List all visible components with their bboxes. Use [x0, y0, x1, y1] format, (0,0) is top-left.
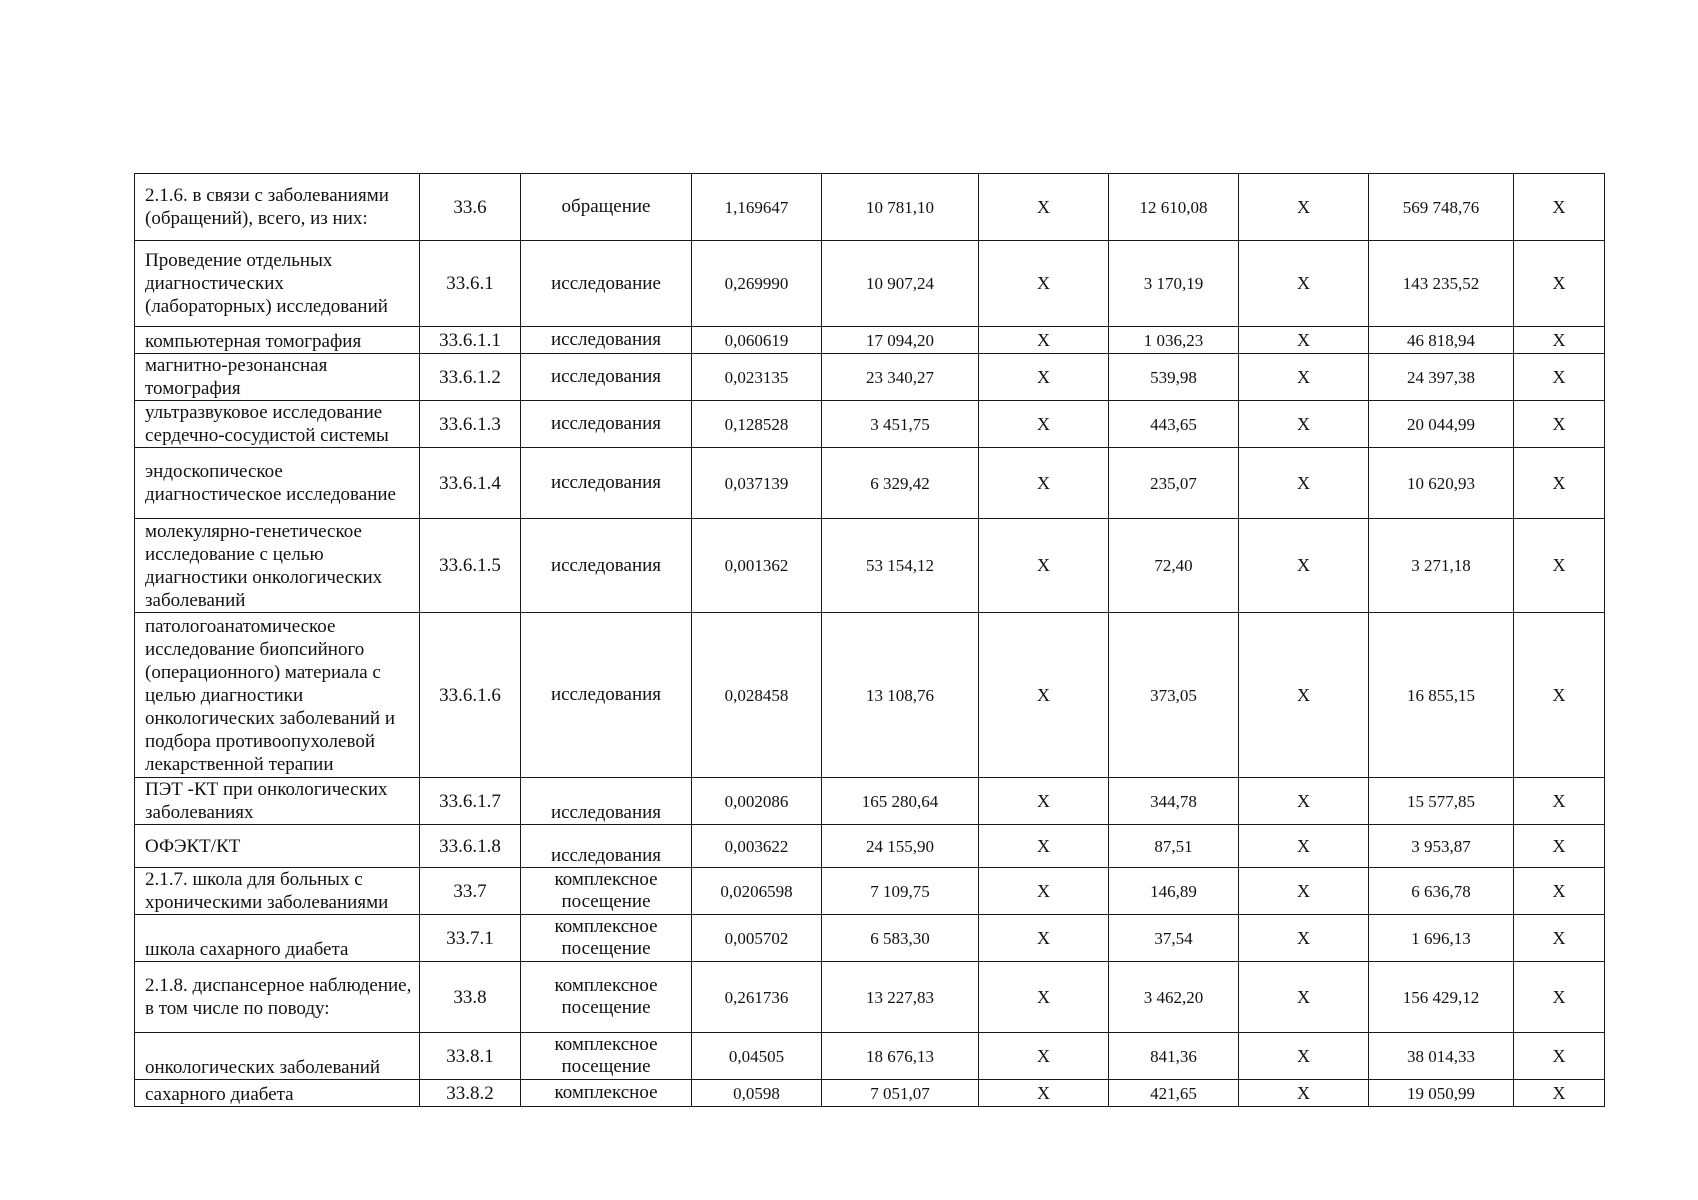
table-row [135, 519, 1605, 613]
row-unit: исследования [521, 354, 692, 401]
row-cost: 7 109,75 [822, 868, 979, 915]
row-unit: исследования [521, 448, 692, 519]
row-x-mark: X [1239, 174, 1369, 241]
row-x-mark: X [979, 448, 1109, 519]
row-norm: 0,005702 [692, 915, 822, 962]
row-name: патологоанатомическое исследование биопсийного (операционного) материала с целью диагностики онкологических заболеваний и подбора противоопухолевой лекарственной терапии [135, 613, 420, 778]
row-per-capita: 72,40 [1109, 519, 1239, 613]
row-x-mark: X [979, 519, 1109, 613]
row-unit: исследования [521, 401, 692, 448]
row-name: 2.1.6. в связи с заболеваниями (обращений), всего, из них: [135, 174, 420, 241]
row-cost: 10 781,10 [822, 174, 979, 241]
row-norm: 0,0598 [692, 1080, 822, 1107]
row-name: ОФЭКТ/КТ [135, 825, 420, 868]
table-row [135, 401, 1605, 448]
row-code: 33.7 [420, 868, 521, 915]
row-per-capita: 3 170,19 [1109, 241, 1239, 327]
table-row [135, 1033, 1605, 1080]
row-name: школа сахарного диабета [135, 915, 420, 962]
row-x-mark: X [1514, 613, 1605, 778]
row-x-mark: X [979, 962, 1109, 1033]
row-cost: 6 329,42 [822, 448, 979, 519]
row-unit: исследования [521, 778, 692, 825]
row-norm: 0,0206598 [692, 868, 822, 915]
row-per-capita: 421,65 [1109, 1080, 1239, 1107]
row-x-mark: X [1239, 778, 1369, 825]
row-per-capita: 146,89 [1109, 868, 1239, 915]
row-per-capita: 3 462,20 [1109, 962, 1239, 1033]
row-x-mark: X [1514, 354, 1605, 401]
row-unit: исследование [521, 241, 692, 327]
row-code: 33.6.1.7 [420, 778, 521, 825]
row-total: 16 855,15 [1369, 613, 1514, 778]
row-code: 33.8.2 [420, 1080, 521, 1107]
row-norm: 1,169647 [692, 174, 822, 241]
row-name: Проведение отдельных диагностических (лабораторных) исследований [135, 241, 420, 327]
row-name: онкологических заболеваний [135, 1033, 420, 1080]
row-x-mark: X [1239, 327, 1369, 354]
row-code: 33.7.1 [420, 915, 521, 962]
row-cost: 10 907,24 [822, 241, 979, 327]
row-code: 33.6.1.5 [420, 519, 521, 613]
row-x-mark: X [1239, 519, 1369, 613]
row-x-mark: X [1514, 174, 1605, 241]
row-name: молекулярно-генетическое исследование с целью диагностики онкологических заболеваний [135, 519, 420, 613]
row-x-mark: X [1514, 241, 1605, 327]
row-total: 24 397,38 [1369, 354, 1514, 401]
row-name: магнитно-резонансная томография [135, 354, 420, 401]
row-x-mark: X [979, 327, 1109, 354]
table-row [135, 1080, 1605, 1107]
row-x-mark: X [979, 778, 1109, 825]
row-norm: 0,037139 [692, 448, 822, 519]
row-cost: 17 094,20 [822, 327, 979, 354]
row-per-capita: 539,98 [1109, 354, 1239, 401]
row-cost: 3 451,75 [822, 401, 979, 448]
row-unit: комплексное [521, 1080, 692, 1107]
row-x-mark: X [1239, 401, 1369, 448]
row-x-mark: X [1514, 825, 1605, 868]
row-unit: исследования [521, 327, 692, 354]
row-cost: 13 227,83 [822, 962, 979, 1033]
row-x-mark: X [1239, 915, 1369, 962]
row-norm: 0,060619 [692, 327, 822, 354]
row-code: 33.8.1 [420, 1033, 521, 1080]
row-x-mark: X [979, 825, 1109, 868]
row-total: 15 577,85 [1369, 778, 1514, 825]
row-unit: комплексное посещение [521, 868, 692, 915]
table-row [135, 354, 1605, 401]
row-x-mark: X [1514, 962, 1605, 1033]
row-norm: 0,001362 [692, 519, 822, 613]
row-cost: 18 676,13 [822, 1033, 979, 1080]
row-unit: комплексное посещение [521, 962, 692, 1033]
row-per-capita: 87,51 [1109, 825, 1239, 868]
row-total: 569 748,76 [1369, 174, 1514, 241]
table-row [135, 327, 1605, 354]
row-code: 33.6.1.1 [420, 327, 521, 354]
row-x-mark: X [1514, 519, 1605, 613]
row-total: 3 953,87 [1369, 825, 1514, 868]
row-code: 33.8 [420, 962, 521, 1033]
row-total: 46 818,94 [1369, 327, 1514, 354]
row-code: 33.6.1.3 [420, 401, 521, 448]
row-code: 33.6.1.2 [420, 354, 521, 401]
row-x-mark: X [979, 1033, 1109, 1080]
row-cost: 24 155,90 [822, 825, 979, 868]
row-total: 143 235,52 [1369, 241, 1514, 327]
row-per-capita: 841,36 [1109, 1033, 1239, 1080]
row-x-mark: X [1239, 1033, 1369, 1080]
row-x-mark: X [979, 915, 1109, 962]
row-x-mark: X [1514, 868, 1605, 915]
table-body [135, 174, 1605, 1107]
row-per-capita: 235,07 [1109, 448, 1239, 519]
table-row [135, 613, 1605, 778]
table-row [135, 868, 1605, 915]
row-per-capita: 37,54 [1109, 915, 1239, 962]
row-x-mark: X [1239, 1080, 1369, 1107]
row-unit: комплексное посещение [521, 1033, 692, 1080]
table-row [135, 962, 1605, 1033]
row-x-mark: X [1514, 1033, 1605, 1080]
row-total: 1 696,13 [1369, 915, 1514, 962]
table-row [135, 778, 1605, 825]
row-norm: 0,04505 [692, 1033, 822, 1080]
row-name: 2.1.7. школа для больных с хроническими заболеваниями [135, 868, 420, 915]
row-per-capita: 1 036,23 [1109, 327, 1239, 354]
row-norm: 0,023135 [692, 354, 822, 401]
row-name: 2.1.8. диспансерное наблюдение, в том числе по поводу: [135, 962, 420, 1033]
row-unit: обращение [521, 174, 692, 241]
table-row [135, 174, 1605, 241]
row-total: 19 050,99 [1369, 1080, 1514, 1107]
row-x-mark: X [1239, 868, 1369, 915]
row-norm: 0,028458 [692, 613, 822, 778]
row-code: 33.6.1.8 [420, 825, 521, 868]
row-norm: 0,002086 [692, 778, 822, 825]
row-norm: 0,003622 [692, 825, 822, 868]
row-total: 20 044,99 [1369, 401, 1514, 448]
table-row [135, 825, 1605, 868]
row-unit: исследования [521, 825, 692, 868]
row-cost: 6 583,30 [822, 915, 979, 962]
table-row [135, 448, 1605, 519]
row-cost: 7 051,07 [822, 1080, 979, 1107]
table-row [135, 241, 1605, 327]
row-x-mark: X [979, 401, 1109, 448]
row-total: 10 620,93 [1369, 448, 1514, 519]
row-x-mark: X [979, 174, 1109, 241]
row-x-mark: X [1514, 327, 1605, 354]
row-code: 33.6.1.4 [420, 448, 521, 519]
row-x-mark: X [1514, 915, 1605, 962]
row-x-mark: X [979, 1080, 1109, 1107]
row-cost: 13 108,76 [822, 613, 979, 778]
row-unit: исследования [521, 519, 692, 613]
table-row [135, 915, 1605, 962]
row-x-mark: X [1239, 448, 1369, 519]
row-x-mark: X [1514, 1080, 1605, 1107]
row-x-mark: X [979, 613, 1109, 778]
row-cost: 53 154,12 [822, 519, 979, 613]
row-norm: 0,269990 [692, 241, 822, 327]
row-per-capita: 12 610,08 [1109, 174, 1239, 241]
row-x-mark: X [1239, 825, 1369, 868]
row-name: ПЭТ -КТ при онкологических заболеваниях [135, 778, 420, 825]
row-x-mark: X [1514, 778, 1605, 825]
row-x-mark: X [979, 241, 1109, 327]
row-total: 38 014,33 [1369, 1033, 1514, 1080]
row-x-mark: X [1239, 241, 1369, 327]
row-x-mark: X [1514, 401, 1605, 448]
row-code: 33.6.1 [420, 241, 521, 327]
row-total: 3 271,18 [1369, 519, 1514, 613]
row-name: сахарного диабета [135, 1080, 420, 1107]
row-name: ультразвуковое исследование сердечно-сосудистой системы [135, 401, 420, 448]
row-per-capita: 443,65 [1109, 401, 1239, 448]
row-per-capita: 344,78 [1109, 778, 1239, 825]
financing-table [134, 173, 1605, 1107]
row-code: 33.6 [420, 174, 521, 241]
row-code: 33.6.1.6 [420, 613, 521, 778]
row-total: 156 429,12 [1369, 962, 1514, 1033]
row-name: компьютерная томография [135, 327, 420, 354]
row-name: эндоскопическое диагностическое исследование [135, 448, 420, 519]
row-cost: 165 280,64 [822, 778, 979, 825]
row-unit: исследования [521, 613, 692, 778]
row-norm: 0,261736 [692, 962, 822, 1033]
row-x-mark: X [1239, 962, 1369, 1033]
row-x-mark: X [1239, 613, 1369, 778]
row-per-capita: 373,05 [1109, 613, 1239, 778]
row-x-mark: X [1239, 354, 1369, 401]
row-x-mark: X [1514, 448, 1605, 519]
row-unit: комплексное посещение [521, 915, 692, 962]
row-x-mark: X [979, 868, 1109, 915]
row-x-mark: X [979, 354, 1109, 401]
row-cost: 23 340,27 [822, 354, 979, 401]
row-norm: 0,128528 [692, 401, 822, 448]
row-total: 6 636,78 [1369, 868, 1514, 915]
